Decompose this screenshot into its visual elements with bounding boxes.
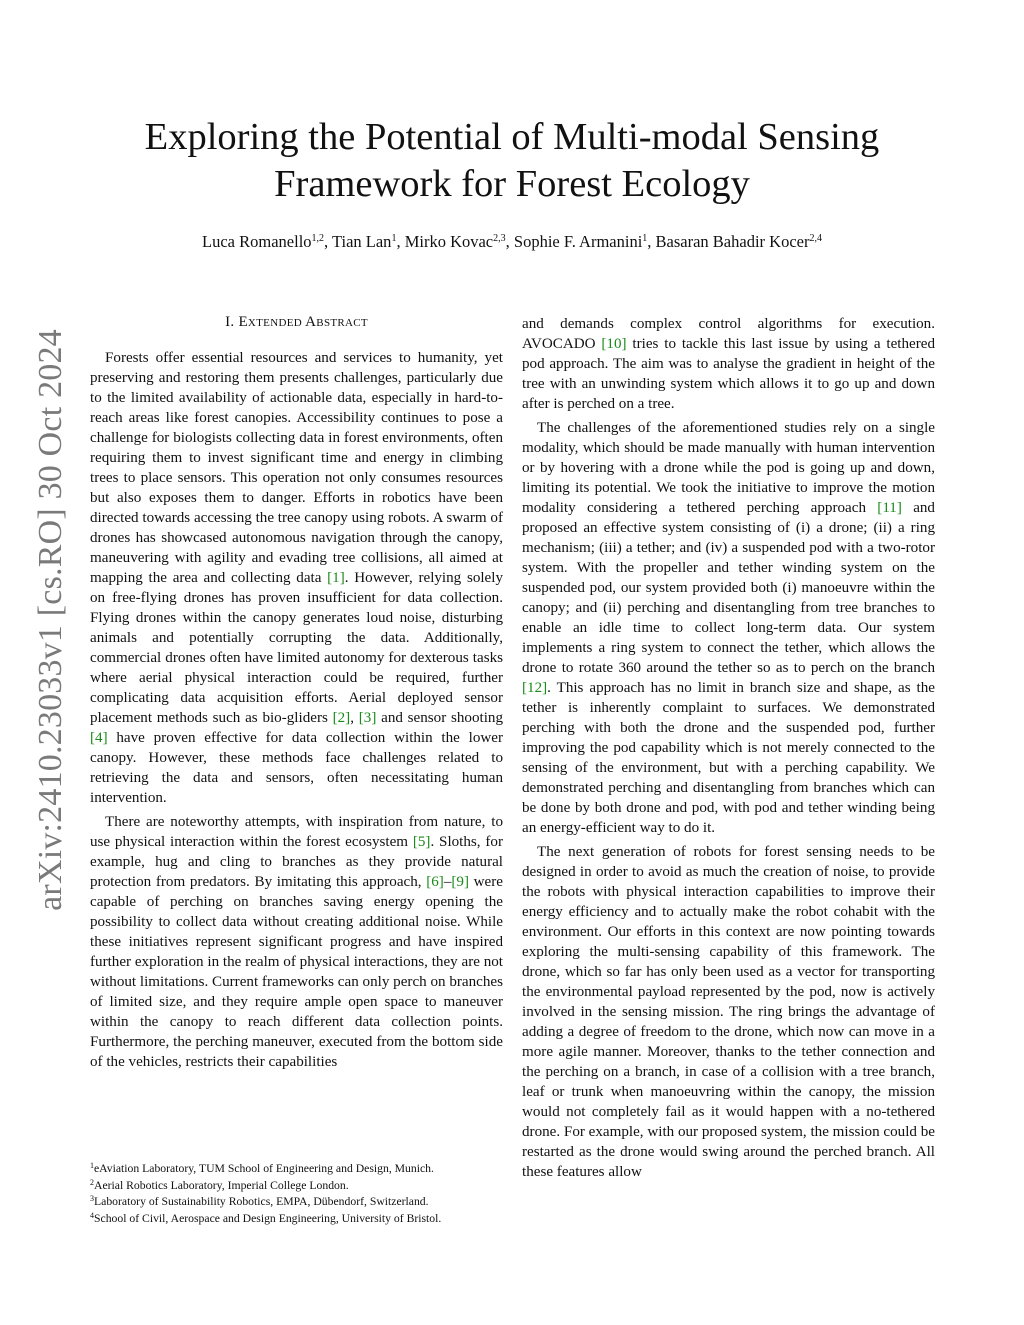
arxiv-sidebar-stamp [26, 270, 76, 970]
title-line-1: Exploring the Potential of Multi-modal Sensing [144, 116, 880, 158]
author: Sophie F. Armanini$^1$, [513, 232, 656, 251]
author: Mirko Kovac$^{2,3}$, [404, 232, 514, 251]
paragraph: There are noteworthy attempts, with inspiration from nature, to use physical interaction within the forest ecosystem [5]. Sloths, for example, hug and cling to branches as they provide natural protection from predators. By imitating this approach, [6]–[9] were capable of perching on branches saving energy opening the possibility to collect data without creating additional noise. While these initiatives represent significant progress and have inspired further exploration in the realm of physical interactions, they are not without limitations. Current frameworks can only perch on branches of limited size, and they require ample open space to maneuver within the canopy to reach different data collection points. Furthermore, the perching maneuver, executed from the bottom side of the vehicles, restricts their capabilities [90, 814, 503, 1070]
citation-link[interactable]: [11] [877, 500, 902, 516]
right-column [522, 314, 935, 1186]
title-line-2: Framework for Forest Ecology [274, 163, 750, 205]
paragraph: The challenges of the aforementioned studies rely on a single modality, which should be made manually with human intervention or by hovering with a drone while the pod is going up and down, limiting its potential. We took the initiative to improve the motion modality considering a tethered perching approach [11] and proposed an effective system consisting of (i) a drone; (ii) a ring mechanism; (iii) a tether; and (iv) a suspended pod with a two-rotor system. With the propeller and tether winding system on the suspended pod, our system provided both (i) manoeuvre within the canopy; and (ii) perching and disentangling from tree branches to enable an idle time to collect long-term data. Our system implements a ring system to connect the tether, which allows the drone to rotate 360 around the tether so as to perch on the branch [12]. This approach has no limit in branch size and shape, as the tether is inherently complaint to surfaces. We demonstrated perching with both the drone and the suspended pod, further improving the pod capability which is not merely connected to the sensing of the environment, but with a perching capability. We demonstrated perching and disentangling from branches which can be done by both drone and pod, with pod and tether winding being an energy-efficient way to do it. [522, 420, 935, 836]
citation-link[interactable]: [12] [522, 680, 548, 696]
paragraph: The next generation of robots for forest sensing needs to be designed in order to avoid as much the creation of noise, to provide the robots with physical interaction capabilities to improve their energy efficiency and to actually make the robot cohabit with the environment. Our efforts in this context are now pointing towards exploring the multi-sensing capability of this framework. The drone, which so far has only been used as a vector for transporting the environmental payload represented by the pod, now is actively involved in the sensing mission. The ring brings the advantage of adding a degree of freedom to the drone, which now can move in a more agile manner. Moreover, thanks to the tether connection and the perching on a branch, in case of a collision with a tree branch, leaf or trunk when manoeuvring within the canopy, the mission would not completely fail as it would happen with a no-tethered drone. For example, with our proposed system, the mission could be restarted as the drone would swing around the perched branch. All these features allow [522, 844, 935, 1180]
citation-link[interactable]: [9] [451, 874, 469, 890]
arxiv-identifier: arXiv:2410.23033v1 [cs.RO] 30 Oct 2024 [32, 329, 69, 911]
author-list [90, 231, 934, 253]
citation-link[interactable]: [4] [90, 730, 108, 746]
citation-link[interactable]: [5] [412, 834, 431, 850]
paragraph: Forests offer essential resources and services to humanity, yet preserving and restoring them presents challenges, particularly due to the limited availability of actionable data, especially in hard-to-reach areas like forest canopies. Accessibility continues to pose a challenge for biologists collecting data in forest environments, often requiring them to invest significant time and energy in climbing trees to place sensors. This operation not only consumes resources but also exposes them to danger. Efforts in robotics have been directed towards accessing the tree canopy using robots. A swarm of drones has showcased autonomous navigation through the canopy, maneuvering with agility and evading tree collisions, all aimed at mapping the area and collecting data [1]. However, relying solely on free-flying drones has proven insufficient for data collection. Flying drones within the canopy generates loud noise, disturbing animals and potentially corrupting the data. Additionally, commercial drones often have limited autonomy for dexterous tasks where aerial physical interaction could be required, further complicating data acquisition efforts. Aerial deployed sensor placement methods such as bio-gliders [2], [3] and sensor shooting [4] have proven effective for data collection within the lower canopy. However, these methods face challenges related to retrieving the data and sensors, often necessitating human intervention. [90, 350, 504, 806]
footnote: $^1$eAviation Laboratory, TUM School of Engineering and Design, Munich. [90, 1161, 434, 1175]
citation-link[interactable]: [2] [332, 710, 351, 726]
author: Basaran Bahadir Kocer$^{2,4}$ [655, 232, 822, 251]
footnote: $^2$Aerial Robotics Laboratory, Imperial College London. [90, 1177, 349, 1192]
author: Luca Romanello$^{1,2}$, [202, 232, 332, 251]
footnote: $^3$Laboratory of Sustainability Robotics, EMPA, Dübendorf, Switzerland. [90, 1194, 429, 1208]
paper-title [90, 114, 934, 208]
left-column [90, 312, 503, 1076]
paragraph: and demands complex control algorithms for execution. AVOCADO [10] tries to tackle this last issue by using a tethered pod approach. The aim was to analyse the gradient in height of the tree with an unwinding system which allows it to go up and down after is perched on a tree. [522, 316, 935, 412]
citation-link[interactable]: [10] [601, 336, 627, 352]
author: Tian Lan$^1$, [332, 232, 405, 251]
section-heading: I. Extended Abstract [225, 314, 368, 330]
footnote: $^4$School of Civil, Aerospace and Design Engineering, University of Bristol. [90, 1210, 442, 1225]
citation-link[interactable]: [6] [426, 874, 444, 890]
affiliation-footnotes [90, 1161, 503, 1227]
citation-link[interactable]: [1] [327, 570, 345, 586]
citation-link[interactable]: [3] [358, 710, 377, 726]
